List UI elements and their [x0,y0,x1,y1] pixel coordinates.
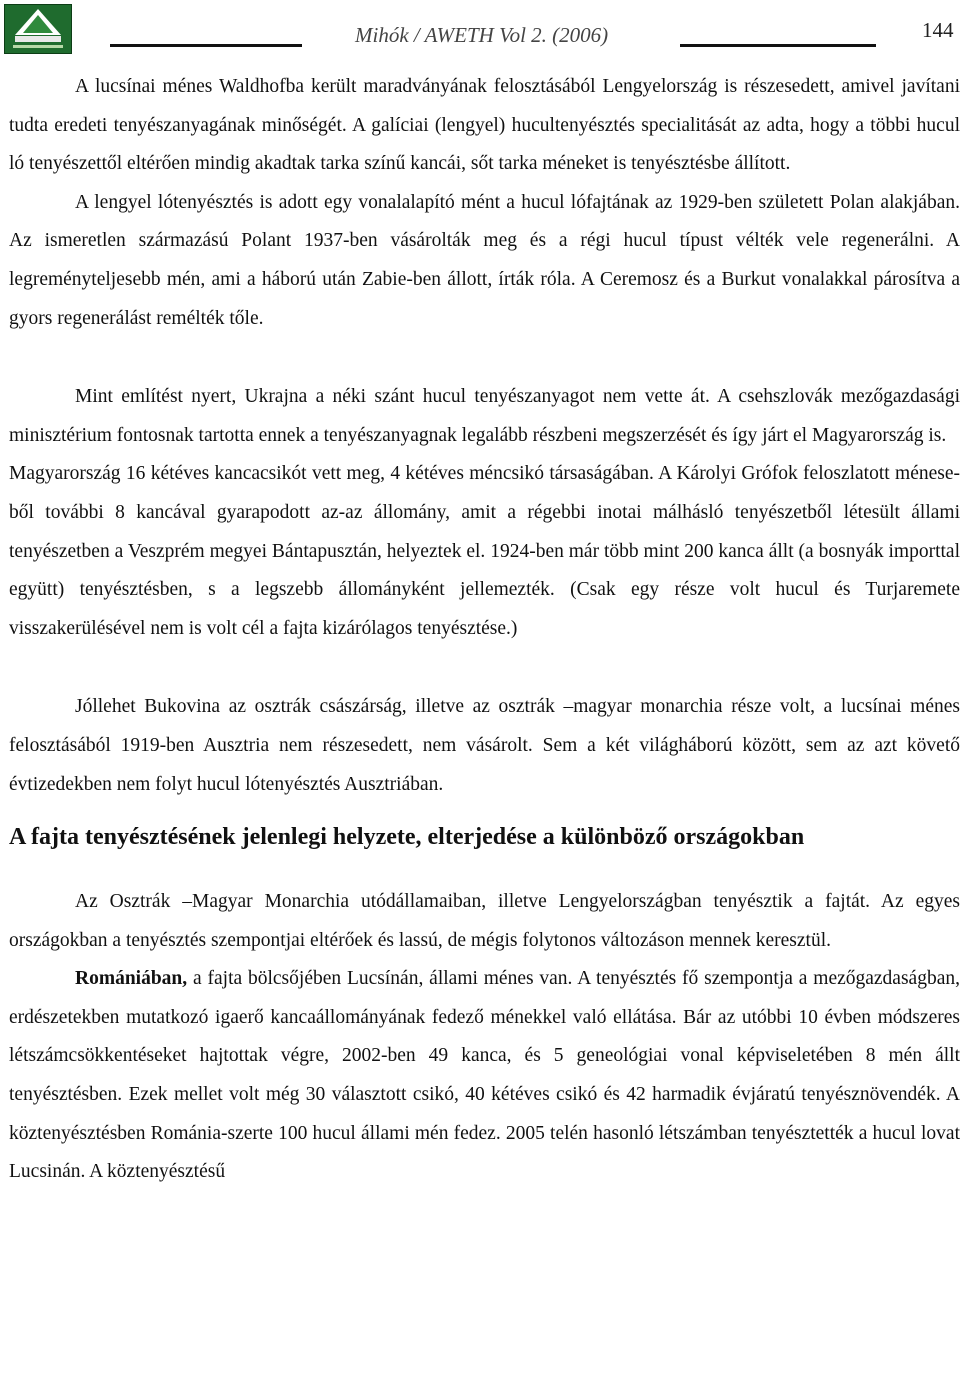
article-body [9,68,960,1192]
paragraph-7 [9,960,960,1192]
journal-title: Mihók / AWETH Vol 2. (2006) [355,23,609,47]
paragraph-3: Mint említést nyert, Ukrajna a néki szánt hucul tenyészanyagot nem vette át. A csehszlovák mezőgazdasági minisztérium fontosnak tartotta ennek a tenyészanyagnak legalább részbeni megszerzését és így járt el Magyarország is. [9,386,960,446]
paragraph-2: A lengyel lótenyésztés is adott egy vonalalapító mént a hucul lófajtának az 1929-ben született Polan alakjában. Az ismeretlen származású Polant 1937-ben vásárolták meg és a régi hucul típust vélték vele regenerálni. A legreményteljesebb mén, ami a háború után Zabie-ben állott, írták róla. A Ceremosz és a Burkut vonalakkal párosítva a gyors regenerálást remélték tőle. [9,191,960,329]
paragraph-7-text: a fajta bölcsőjében Lucsínán, állami ménes van. A tenyésztés fő szempontja a mezőgazdaságban, erdészetekben mutatkozó igaerő kancaállományának fedező ménekkel való ellátása. Bár az utóbbi 10 évben módszeres létszámcsökkentéseket hajtottak végre, 2002-ben 49 kanca, és 5 geneológiai vonal képviseletében 8 mén állt tenyésztésben. Ezek mellet volt még 30 választott csikó, 40 kétéves csikó és 42 harmadik évjáratú tenyésznövendék. A köztenyésztésben Románia-szerte 100 hucul állami mén fedez. 2005 telén hasonló létszámban tenyésztették a hucul lovat Lucsinán. A köztenyésztésű [9,968,960,1183]
country-label-romania: Romániában, [75,968,188,990]
paragraph-1: A lucsínai ménes Waldhofba került maradványának felosztásából Lengyelország is részesedett, amivel javítani tudta eredeti tenyészanyagának minőségét. A galíciai (lengyel) hucultenyésztés specialitását az adta, hogy a többi hucul ló tenyészettől eltérően mindig akadtak tarka színű kancái, sőt tarka méneket is tenyésztésbe állított. [9,76,960,175]
page-header [0,0,960,60]
header-rule-left [110,44,302,47]
page-number: 144 [922,18,954,42]
paragraph-5: Jóllehet Bukovina az osztrák császárság, illetve az osztrák –magyar monarchia része volt, a lucsínai ménes felosztásából 1919-ben Ausztria nem részesedett, nem vásárolt. Sem a két világháború között, sem az azt követő évtizedekben nem folyt hucul lótenyésztés Ausztriában. [9,696,960,795]
paragraph-4: Magyarország 16 kétéves kancacsikót vett meg, 4 kétéves méncsikó társaságában. A Károlyi Grófok feloszlatott méneseből további 8 kancával gyarapodott az-az állomány, amit a régebbi inotai málhásló tenyészetből létesült állami tenyészetben a Veszprém megyei Bántapusztán, helyeztek el. 1924-ben már több mint 200 kanca állt (a bosnyák importtal együtt) tenyésztésben, s a legszebb állományként jellemezték. (Csak egy része volt hucul és Turjaremete visszakerülésével nem is volt cél a fajta kizárólagos tenyésztése.) [9,463,960,639]
journal-logo [4,4,72,54]
section-heading: A fajta tenyésztésének jelenlegi helyzete, elterjedése a különböző országokban [9,824,805,851]
header-rule-right [680,44,876,47]
horse-logo-icon [5,5,71,53]
paragraph-spacer [9,338,960,378]
paragraph-spacer [9,648,960,688]
paragraph-6: Az Osztrák –Magyar Monarchia utódállamaiban, illetve Lengyelországban tenyésztik a fajtát. Az egyes országokban a tenyésztés szempontjai eltérőek és lassú, de mégis folytonos változáson mennek keresztül. [9,891,960,951]
